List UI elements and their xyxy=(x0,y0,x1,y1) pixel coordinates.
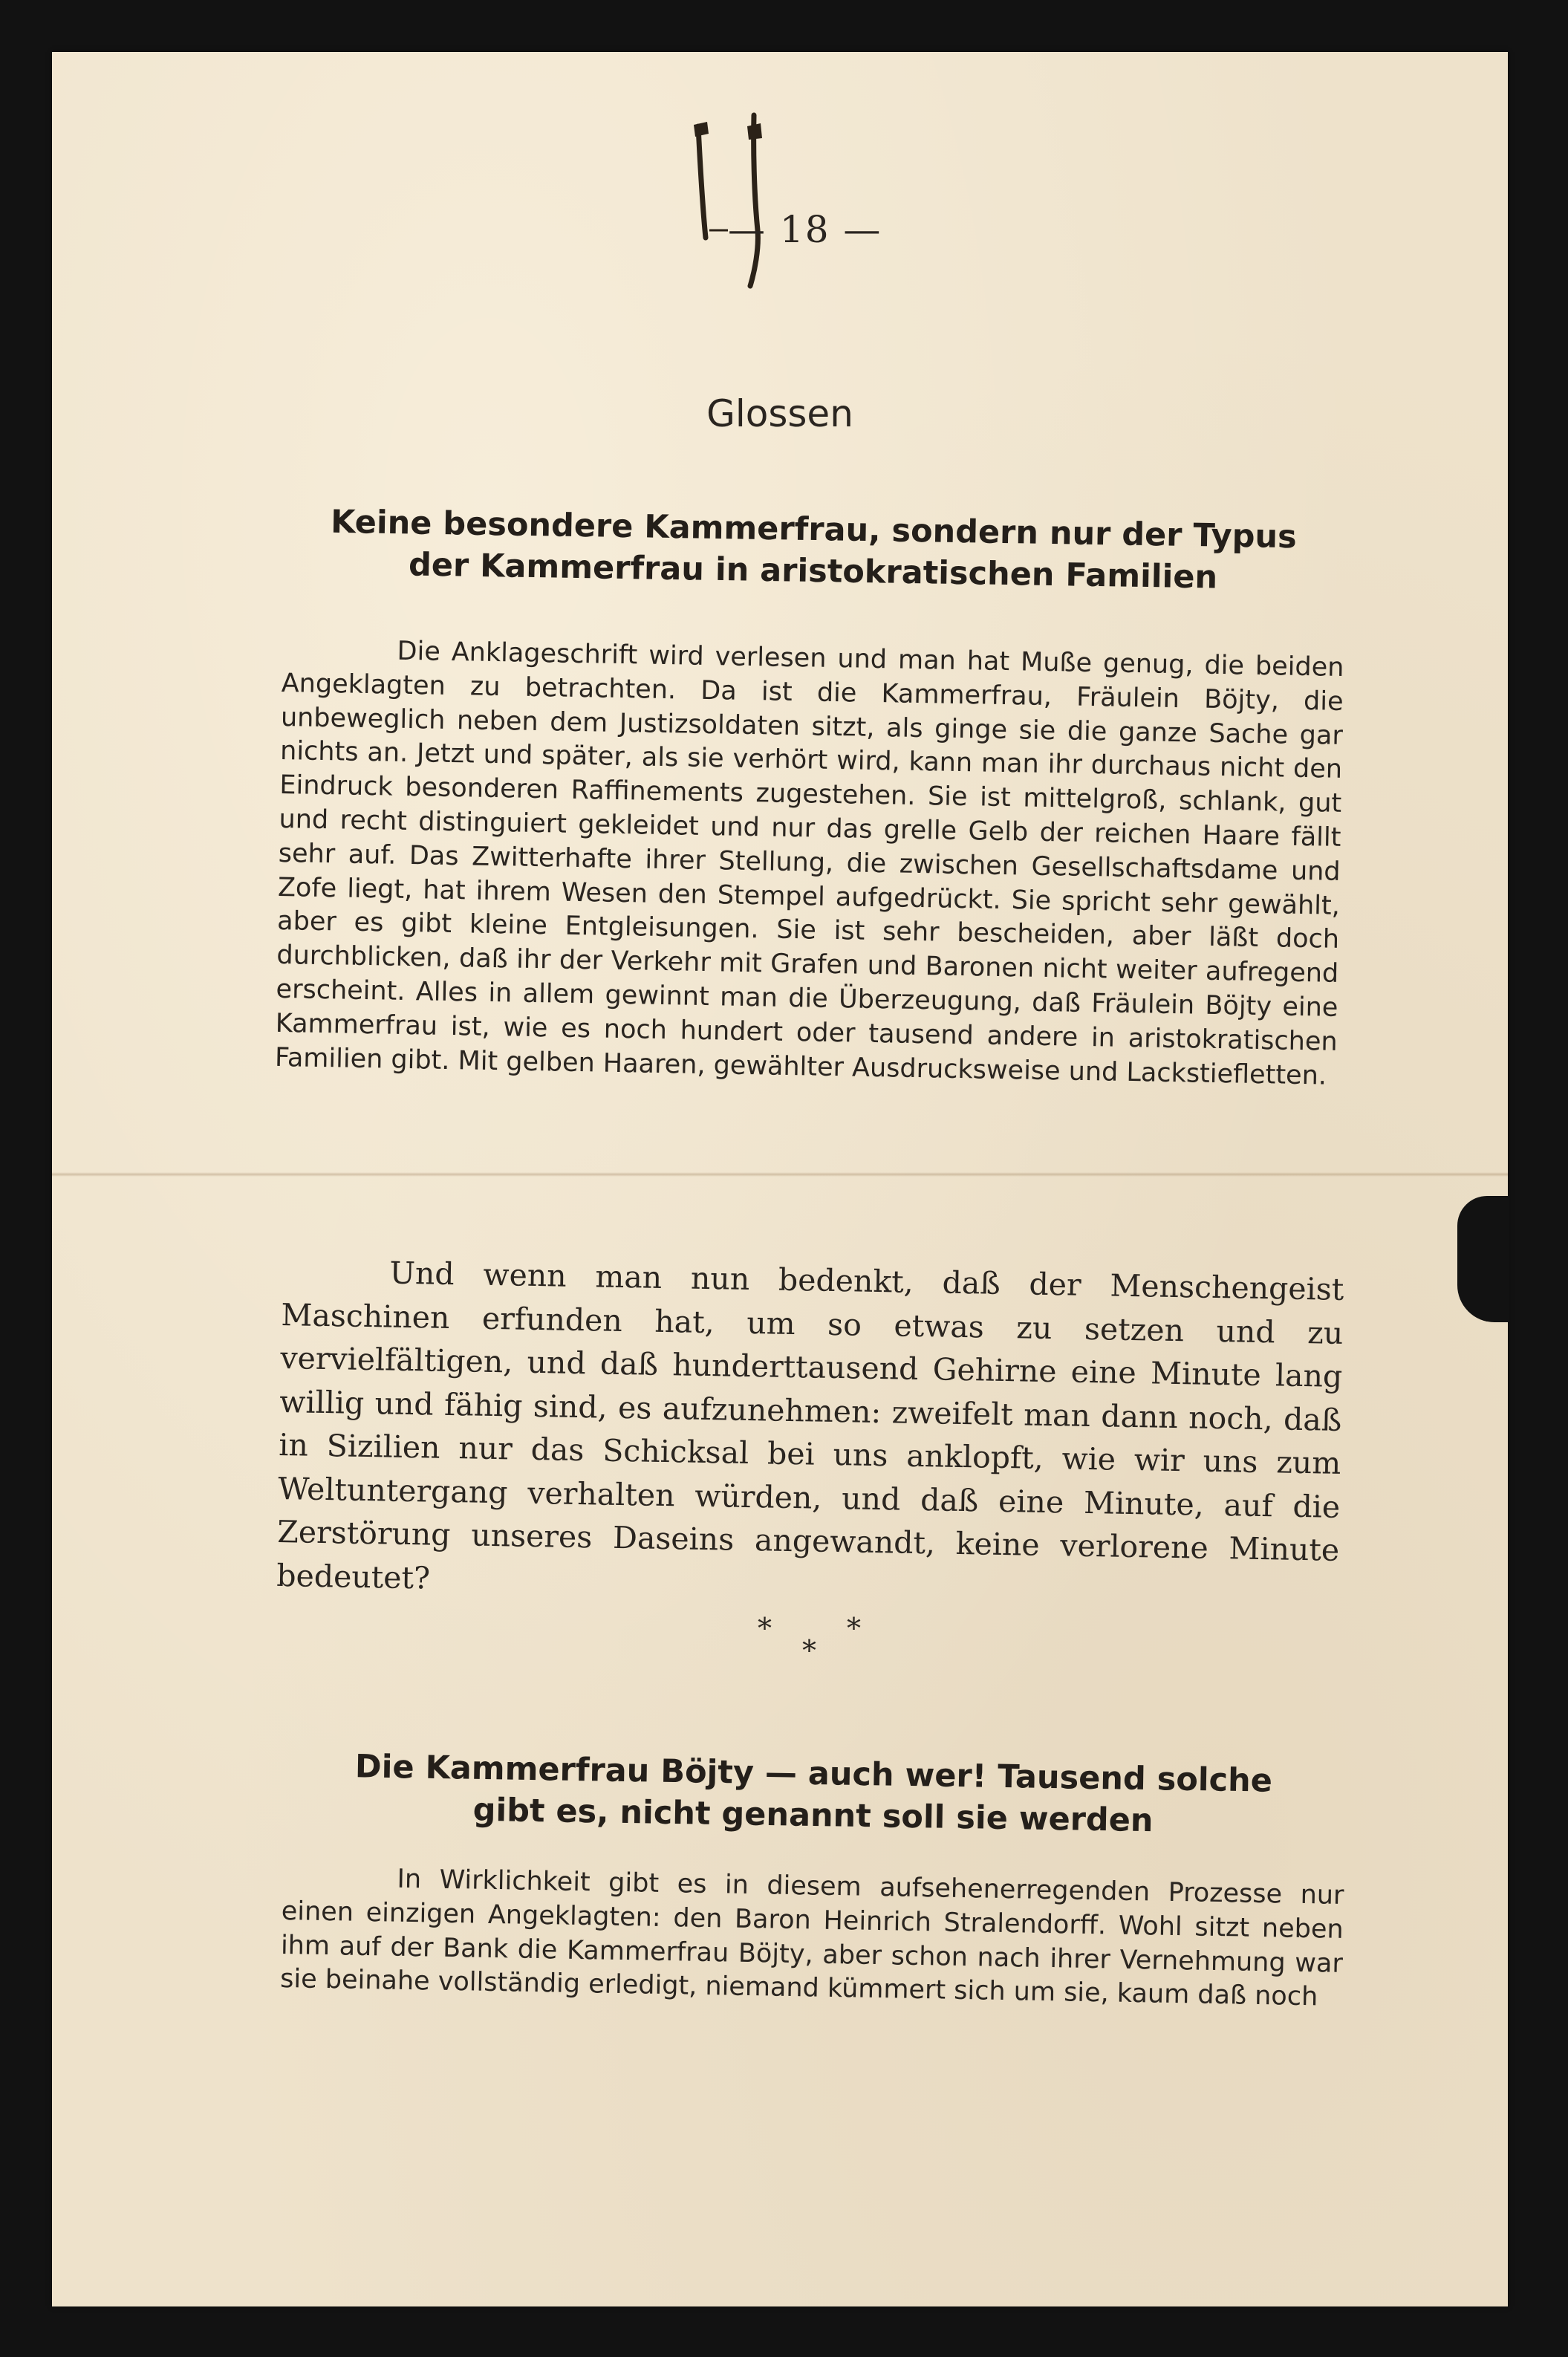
article-1-paragraph-1: Die Anklageschrift wird verlesen und man hat Muße genug, die beiden Angeklagten zu betrachten. Da ist die Kammerfrau, Fräulein Böjty, die unbeweglich neben dem Justizsoldaten sitzt, als ginge sie die ganze Sache gar nichts an. Jetzt und später, als sie verhört wird, kann man ihr durchaus nicht den Eindruck besonderen Raffinements zugestehen. Sie ist mittelgroß, schlank, gut und recht distinguiert gekleidet und nur das grelle Gelb der reichen Haare fällt sehr auf. Das Zwitterhafte ihrer Stellung, die zwischen Gesellschaftsdame und Zofe liegt, hat ihrem Wesen den Stempel aufgedrückt. Sie spricht sehr gewählt, aber es gibt kleine Entgleisungen. Sie ist sehr bescheiden, aber läßt doch durchblicken, daß ihr der Verkehr mit Grafen und Baronen nicht weiter aufregend erscheint. Alles in allem gewinnt man die Überzeugung, daß Fräulein Böjty eine Kammerfrau ist, wie es noch hundert oder tausend andere in aristokratischen Familien gibt. Mit gelben Haaren, gewählter Ausdrucksweise und Lackstiefletten. xyxy=(274,636,1344,1091)
separator-star: * xyxy=(758,1612,772,1645)
separator-star: * xyxy=(847,1612,861,1645)
article-1-heading-line-1: Keine besondere Kammerfrau, sondern nur der Typus xyxy=(330,503,1298,556)
handwritten-mark-icon xyxy=(683,111,780,297)
torn-edge xyxy=(1457,1196,1509,1322)
article-2-paragraph-1: In Wirklichkeit gibt es in diesem aufsehenerregenden Prozesse nur einen einzigen Angeklagten: den Baron Heinrich Stralendorff. Wohl sitzt neben ihm auf der Bank die Kammerfrau Böjty, aber schon nach ihrer Vernehmung war sie beinahe vollständig erledigt, niemand kümmert sich um sie, kaum daß noch xyxy=(279,1864,1344,2012)
section-title: Glossen xyxy=(706,392,853,435)
article-2-heading-line-1: Die Kammerfrau Böjty — auch wer! Tausend solche xyxy=(354,1748,1273,1800)
separator-star: * xyxy=(802,1634,816,1667)
article-1-heading-line-2: der Kammerfrau in aristokratischen Familien xyxy=(408,546,1218,596)
fold-crease xyxy=(52,1172,1508,1177)
page-number: — 18 — xyxy=(728,208,882,251)
article-2-heading xyxy=(282,1745,1345,1844)
article-2-heading-line-2: gibt es, nicht genannt soll sie werden xyxy=(472,1791,1154,1840)
article-1-heading xyxy=(282,501,1345,600)
article-1-paragraph-2: Und wenn man nun bedenkt, daß der Menschengeist Maschinen erfunden hat, um so etwas zu setzen und zu vervielfältigen, und daß hunderttausend Gehirne eine Minute lang willig und fähig sind, es aufzunehmen: zweifelt man dann noch, daß in Sizilien nur das Schicksal bei uns anklopft, wie wir uns zum Weltuntergang verhalten würden, und daß eine Minute, auf die Zerstörung unseres Daseins angewandt, keine verlorene Minute bedeutet? xyxy=(276,1255,1344,1596)
section-separator xyxy=(743,1612,884,1671)
